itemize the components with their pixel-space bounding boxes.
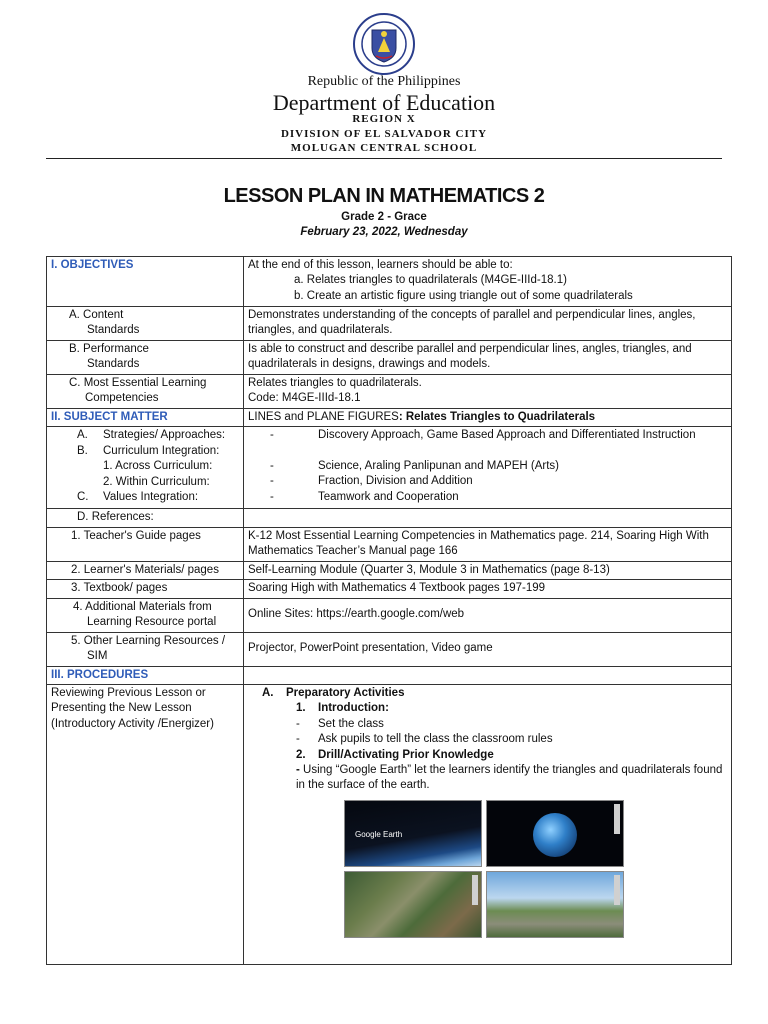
- references-value-cell: [244, 509, 732, 527]
- intro-title: Introduction:: [318, 702, 389, 715]
- school-text: MOLUGAN CENTRAL SCHOOL: [290, 142, 478, 154]
- across-value: Science, Araling Panlipunan and MAPEH (Arts): [318, 459, 559, 472]
- subject-matter-label-cell: [47, 409, 244, 427]
- intro-item: [248, 732, 727, 747]
- values-item: [248, 490, 727, 505]
- procedures-label-cell: [47, 666, 244, 684]
- lesson-title: LESSON PLAN IN MATHEMATICS 2: [223, 185, 545, 207]
- objectives-intro: At the end of this lesson, learners should be able to:: [248, 259, 513, 271]
- textbook-label: 3. Textbook/ pages: [71, 582, 168, 595]
- strategies-item: [248, 428, 727, 443]
- performance-standards-label-1: B. Performance: [69, 343, 149, 355]
- strategies-label-cell: [47, 427, 244, 509]
- other-resources-label-1: 5. Other Learning Resources /: [71, 634, 226, 647]
- prep-heading: [248, 686, 727, 701]
- performance-standards-label-cell: [47, 341, 244, 375]
- globe-icon: [533, 813, 577, 857]
- values-label-line: [51, 490, 239, 505]
- additional-materials-label-1: 4. Additional Materials from: [73, 600, 212, 613]
- strategies-value: Discovery Approach, Game Based Approach and Differentiated Instruction: [318, 429, 696, 442]
- region-text: REGION X: [352, 113, 416, 125]
- republic-text: Republic of the Philippines: [307, 74, 461, 89]
- globe-screenshot: [486, 800, 624, 867]
- date-text: February 23, 2022, Wednesday: [300, 226, 468, 238]
- other-resources-label-cell: [47, 632, 244, 666]
- division-text: DIVISION OF EL SALVADOR CITY: [280, 128, 488, 140]
- procedures-heading: III. PROCEDURES: [51, 668, 149, 681]
- dash: -: [270, 490, 274, 503]
- review-label-cell: [47, 685, 244, 965]
- additional-materials-row: [47, 598, 732, 632]
- topic-plain: LINES and PLANE FIGURES: [248, 411, 399, 423]
- content-standards-value: Demonstrates understanding of the concepts of parallel and perpendicular lines, angles, triangles, and quadrilaterals.: [244, 307, 732, 341]
- objective-a: a. Relates triangles to quadrilaterals (M4GE-IIId-18.1): [294, 274, 567, 287]
- objectives-label-cell: [47, 257, 244, 307]
- content-standards-label-1: A. Content: [69, 309, 124, 321]
- within-label: 2. Within Curriculum:: [103, 475, 210, 488]
- grade-text: Grade 2 - Grace: [341, 211, 427, 223]
- dash: -: [270, 459, 274, 472]
- performance-standards-value: Is able to construct and describe parallel and perpendicular lines, angles, triangles, and quadrilaterals in designs, drawings and models.: [244, 341, 732, 375]
- lesson-plan-table: [46, 256, 732, 965]
- drill-text-content: Using “Google Earth” let the learners identify the triangles and quadrilaterals found in the surface of the earth.: [296, 764, 723, 792]
- deped-seal-icon: [348, 12, 420, 76]
- strategies-row: [47, 427, 732, 509]
- references-row: [47, 509, 732, 527]
- review-row: [47, 685, 732, 965]
- drill-title: Drill/Activating Prior Knowledge: [318, 748, 494, 761]
- strategies-num: A.: [77, 429, 88, 442]
- values-label: Values Integration:: [103, 491, 199, 504]
- prep-num: A.: [262, 687, 274, 700]
- toolbar-icon: [614, 804, 620, 834]
- drill-num: 2.: [296, 748, 306, 761]
- content-standards-label-2: Standards: [87, 324, 140, 337]
- values-value: Teamwork and Cooperation: [318, 490, 459, 503]
- additional-materials-label-cell: [47, 598, 244, 632]
- melc-label-1: C. Most Essential Learning: [69, 377, 207, 389]
- drill-heading: [248, 748, 727, 763]
- performance-standards-label-2: Standards: [87, 358, 140, 371]
- melc-label-2: Competencies: [85, 392, 159, 405]
- aerial-view-screenshot: [344, 871, 482, 938]
- header-divider: [46, 158, 722, 159]
- values-num: C.: [77, 491, 89, 504]
- street-view-screenshot: [486, 871, 624, 938]
- performance-standards-row: [47, 341, 732, 375]
- drill-dash: -: [296, 764, 304, 777]
- intro-item-1: Set the class: [318, 717, 384, 730]
- prep-title: Preparatory Activities: [286, 687, 405, 700]
- across-item: [248, 459, 727, 474]
- strategies-label-line: [51, 428, 239, 443]
- intro-item-2: Ask pupils to tell the class the classroom rules: [318, 733, 553, 746]
- toolbar-icon: [614, 875, 620, 905]
- additional-materials-label-2: Learning Resource portal: [87, 616, 217, 629]
- review-label-3: (Introductory Activity /Energizer): [51, 717, 214, 730]
- procedures-value-cell: [244, 666, 732, 684]
- melc-value-cell: [244, 375, 732, 409]
- curriculum-label: Curriculum Integration:: [103, 444, 220, 457]
- textbook-label-cell: [47, 580, 244, 598]
- melc-label-cell: [47, 375, 244, 409]
- within-item: [248, 474, 727, 489]
- objectives-row: [47, 257, 732, 307]
- intro-num: 1.: [296, 702, 306, 715]
- dash: -: [296, 733, 300, 746]
- intro-heading: [248, 701, 727, 716]
- across-label: 1. Across Curriculum:: [103, 460, 213, 473]
- references-label-cell: [47, 509, 244, 527]
- dash: -: [296, 717, 300, 730]
- teachers-guide-value: K-12 Most Essential Learning Competencies in Mathematics page. 214, Soaring High With Mathematics Teacher’s Manual page 166: [244, 527, 732, 561]
- dash: -: [270, 429, 274, 442]
- google-earth-photos: [344, 800, 727, 938]
- textbook-value: Soaring High with Mathematics 4 Textbook pages 197-199: [244, 580, 732, 598]
- toolbar-icon: [472, 875, 478, 905]
- melc-row: [47, 375, 732, 409]
- melc-code: Code: M4GE-IIId-18.1: [248, 392, 361, 405]
- subject-matter-row: [47, 409, 732, 427]
- content-standards-row: [47, 307, 732, 341]
- learners-materials-value: Self-Learning Module (Quarter 3, Module 3 in Mathematics (page 8-13): [244, 561, 732, 579]
- teachers-guide-label: 1. Teacher's Guide pages: [71, 529, 201, 542]
- strategies-value-cell: [244, 427, 732, 509]
- other-resources-value: Projector, PowerPoint presentation, Video game: [244, 632, 732, 666]
- review-label-2: Presenting the New Lesson: [51, 702, 192, 715]
- department-title: Department of Education: [272, 90, 496, 115]
- curriculum-num: B.: [77, 444, 88, 457]
- textbook-row: [47, 580, 732, 598]
- other-resources-label-2: SIM: [87, 650, 108, 663]
- additional-materials-value: Online Sites: https://earth.google.com/web: [244, 598, 732, 632]
- review-value-cell: [244, 685, 732, 965]
- drill-text: [248, 763, 727, 794]
- teachers-guide-label-cell: [47, 527, 244, 561]
- content-standards-label-cell: [47, 307, 244, 341]
- review-label-1: Reviewing Previous Lesson or: [51, 687, 206, 700]
- within-value: Fraction, Division and Addition: [318, 475, 473, 488]
- objectives-heading: I. OBJECTIVES: [51, 259, 134, 271]
- curriculum-label-line: [51, 444, 239, 459]
- references-label: D. References:: [77, 511, 154, 524]
- google-earth-screenshot: [344, 800, 482, 867]
- topic-bold: : Relates Triangles to Quadrilaterals: [398, 411, 596, 423]
- teachers-guide-row: [47, 527, 732, 561]
- learners-materials-label-cell: [47, 561, 244, 579]
- objective-b: b. Create an artistic figure using triangle out of some quadrilaterals: [294, 289, 633, 302]
- melc-value-1: Relates triangles to quadrilaterals.: [248, 377, 422, 389]
- subject-matter-value-cell: [244, 409, 732, 427]
- intro-item: [248, 717, 727, 732]
- subject-matter-heading: II. SUBJECT MATTER: [51, 411, 168, 423]
- strategies-label: Strategies/ Approaches:: [103, 429, 226, 442]
- procedures-row: [47, 666, 732, 684]
- dash: -: [270, 475, 274, 488]
- learners-materials-row: [47, 561, 732, 579]
- google-earth-label: Google Earth: [355, 829, 403, 839]
- learners-materials-label: 2. Learner's Materials/ pages: [71, 563, 219, 576]
- other-resources-row: [47, 632, 732, 666]
- objectives-value-cell: [244, 257, 732, 307]
